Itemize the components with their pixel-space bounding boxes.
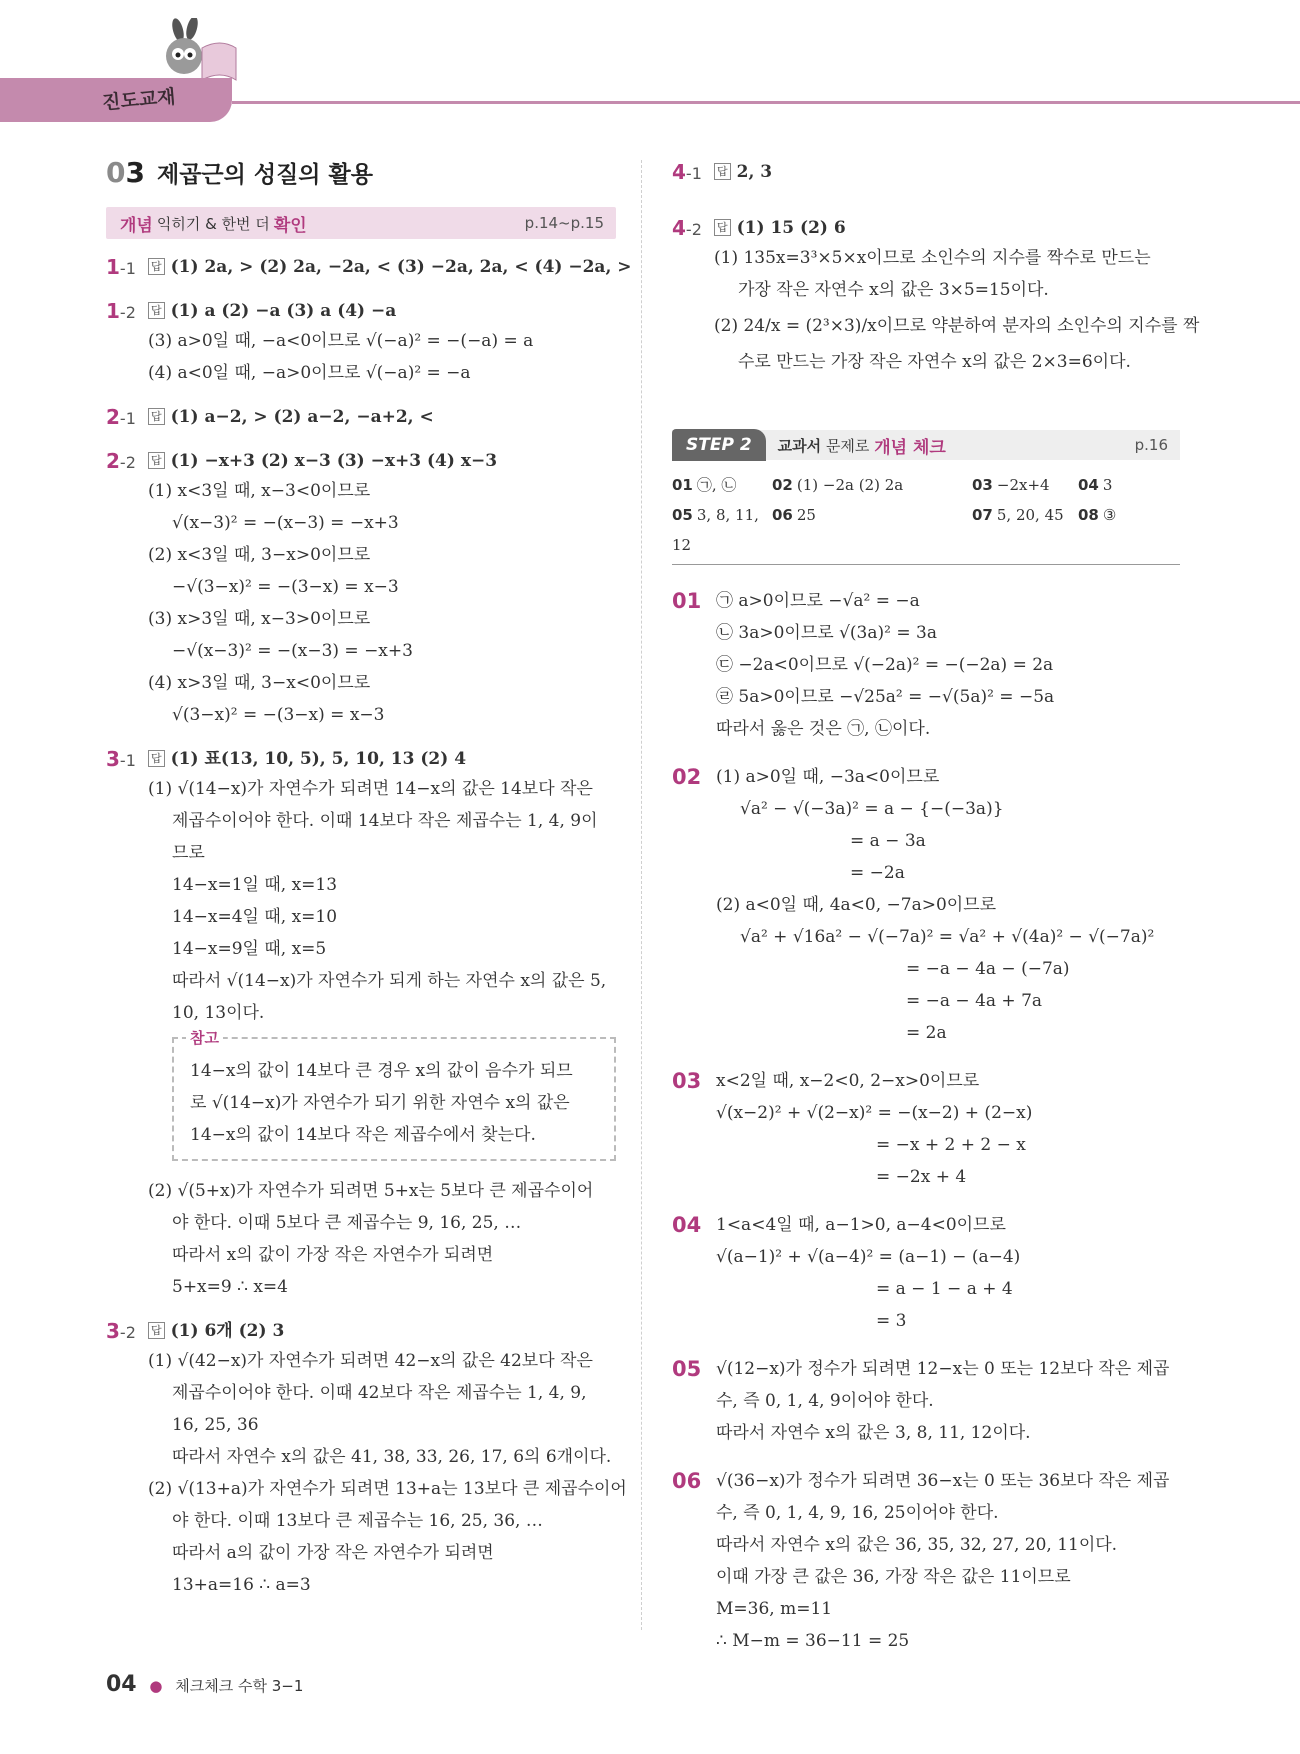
solution-03: 03 x<2일 때, x−2<0, 2−x>0이므로 √(x−2)² + √(2−x)² = −(x−2) + (2−x) = −x + 2 + 2 − x = −2x + 4 <box>672 1069 1033 1187</box>
left-column <box>106 150 632 1615</box>
page-number: 04 <box>106 1672 137 1697</box>
problem-4-1: 4-1 답 2, 3 <box>672 160 773 184</box>
solution-04: 04 1<a<4일 때, a−1>0, a−4<0이므로 √(a−1)² + √(a−4)² = (a−1) − (a−4) = a − 1 − a + 4 = 3 <box>672 1213 1021 1331</box>
problem-1-1: 1-1 답 (1) 2a, > (2) 2a, −2a, < (3) −2a, 2a, < (4) −2a, > <box>106 255 632 279</box>
problem-2-2: 2-2 답 (1) −x+3 (2) x−3 (3) −x+3 (4) x−3 (1) x<3일 때, x−3<0이므로 √(x−3)² = −(x−3) = −x+3 (2) x<3일 때, 3−x>0이므로 −√(3−x)² = −(3−x) = x−3 (3) x>3일 때, x−3>0이므로 −√(x−3)² = −(x−3) = −x+3 (4) x>3일 때, 3−x<0이므로 √(3−x)² = −(3−x) = x−3 <box>106 449 498 725</box>
book-title: 체크체크 수학 3−1 <box>175 1677 304 1695</box>
concept-banner: 개념 익히기 & 한번 더 확인 p.14~p.15 <box>106 207 616 239</box>
answer-summary: 01 ㉠, ㉡ 02 (1) −2a (2) 2a 03 −2x+4 04 3 05 3, 8, 11, 12 06 25 07 5, 20, 45 08 ③ <box>672 470 1180 565</box>
problem-3-2: 3-2 답 (1) 6개 (2) 3 (1) √(42−x)가 자연수가 되려면 42−x의 값은 42보다 작은 제곱수이어야 한다. 이때 42보다 작은 제곱수는 1, 4, 9, 16, 25, 36 따라서 자연수 x의 값은 41, 38, 33, 26, 17, 6의 6개이다. (2) √(13+a)가 자연수가 되려면 13+a는 13보다 큰 제곱수이어 야 한다. 이때 13보다 큰 제곱수는 16, 25, 36, … 따라서 a의 값이 가장 작은 자연수가 되려면 13+a=16 ∴ a=3 <box>106 1319 627 1595</box>
solution-06: 06 √(36−x)가 정수가 되려면 36−x는 0 또는 36보다 작은 제곱 수, 즉 0, 1, 4, 9, 16, 25이어야 한다. 따라서 자연수 x의 값은 36, 35, 32, 27, 20, 11이다. 이때 가장 큰 값은 36, 가장 작은 값은 11이므로 M=36, m=11 ∴ M−m = 36−11 = 25 <box>672 1469 1170 1651</box>
step2-banner: STEP 2 교과서 문제로 개념 체크 p.16 <box>672 430 1180 460</box>
problem-2-1: 2-1 답 (1) a−2, > (2) a−2, −a+2, < <box>106 405 434 429</box>
solution-05: 05 √(12−x)가 정수가 되려면 12−x는 0 또는 12보다 작은 제곱 수, 즉 0, 1, 4, 9이어야 한다. 따라서 자연수 x의 값은 3, 8, 11, 12이다. <box>672 1357 1170 1443</box>
reference-note: 참고 14−x의 값이 14보다 큰 경우 x의 값이 음수가 되므 로 √(14−x)가 자연수가 되기 위한 자연수 x의 값은 14−x의 값이 14보다 작은 제곱수에서 찾는다. <box>172 1037 616 1161</box>
header-label: 진도교재 <box>101 85 177 115</box>
solution-02: 02 (1) a>0일 때, −3a<0이므로 √a² − √(−3a)² = a − {−(−3a)} = a − 3a = −2a (2) a<0일 때, 4a<0, −7a>0이므로 √a² + √16a² − √(−7a)² = √a² + √(4a)² − √(−7a)² = −a − 4a − (−7a) = −a − 4a + 7a = 2a <box>672 765 1155 1043</box>
page-footer <box>106 1672 303 1697</box>
problem-1-2: 1-2 답 (1) a (2) −a (3) a (4) −a (3) a>0일 때, −a<0이므로 √(−a)² = −(−a) = a (4) a<0일 때, −a>0이므로 √(−a)² = −a <box>106 299 534 383</box>
solution-01: 01 ㉠ a>0이므로 −√a² = −a ㉡ 3a>0이므로 √(3a)² = 3a ㉢ −2a<0이므로 √(−2a)² = −(−2a) = 2a ㉣ 5a>0이므로 −√25a² = −√(5a)² = −5a 따라서 옳은 것은 ㉠, ㉡이다. <box>672 589 1055 739</box>
section-title: 03 제곱근의 성질의 활용 <box>106 156 373 189</box>
bullet-icon: ● <box>149 1677 163 1695</box>
right-column <box>672 150 1200 1673</box>
column-divider <box>641 160 642 1630</box>
problem-4-2: 4-2 답 (1) 15 (2) 6 (1) 135x=3³×5×x이므로 소인수의 지수를 짝수로 만드는 가장 작은 자연수 x의 값은 3×5=15이다. (2) 24/x = (2³×3)/x이므로 약분하여 분자의 소인수의 지수를 짝 수로 만드는 가장 작은 자연수 x의 값은 2×3=6이다. <box>672 216 1200 372</box>
problem-3-1: 3-1 답 (1) 표(13, 10, 5), 5, 10, 13 (2) 4 (1) √(14−x)가 자연수가 되려면 14−x의 값은 14보다 작은 제곱수이어야 한다. 이때 14보다 작은 제곱수는 1, 4, 9이 므로 14−x=1일 때, x=13 14−x=4일 때, x=10 14−x=9일 때, x=5 따라서 √(14−x)가 자연수가 되게 하는 자연수 x의 값은 5, 10, 13이다. 참고 14−x의 값이 14보다 큰 경우 x의 값이 음수가 되므 로 √(14−x)가 자연수가 되기 위한 자연수 x의 값은 14−x의 값이 14보다 작은 제곱수에서 찾는다. (2) √(5+x)가 자연수가 되려면 5+x는 5보다 큰 제곱수이어 야 한다. 이때 5보다 큰 제곱수는 9, 16, 25, … 따라서 x의 값이 가장 작은 자연수가 되려면 5+x=9 ∴ x=4 <box>106 745 616 1303</box>
header-rule <box>232 101 1300 104</box>
